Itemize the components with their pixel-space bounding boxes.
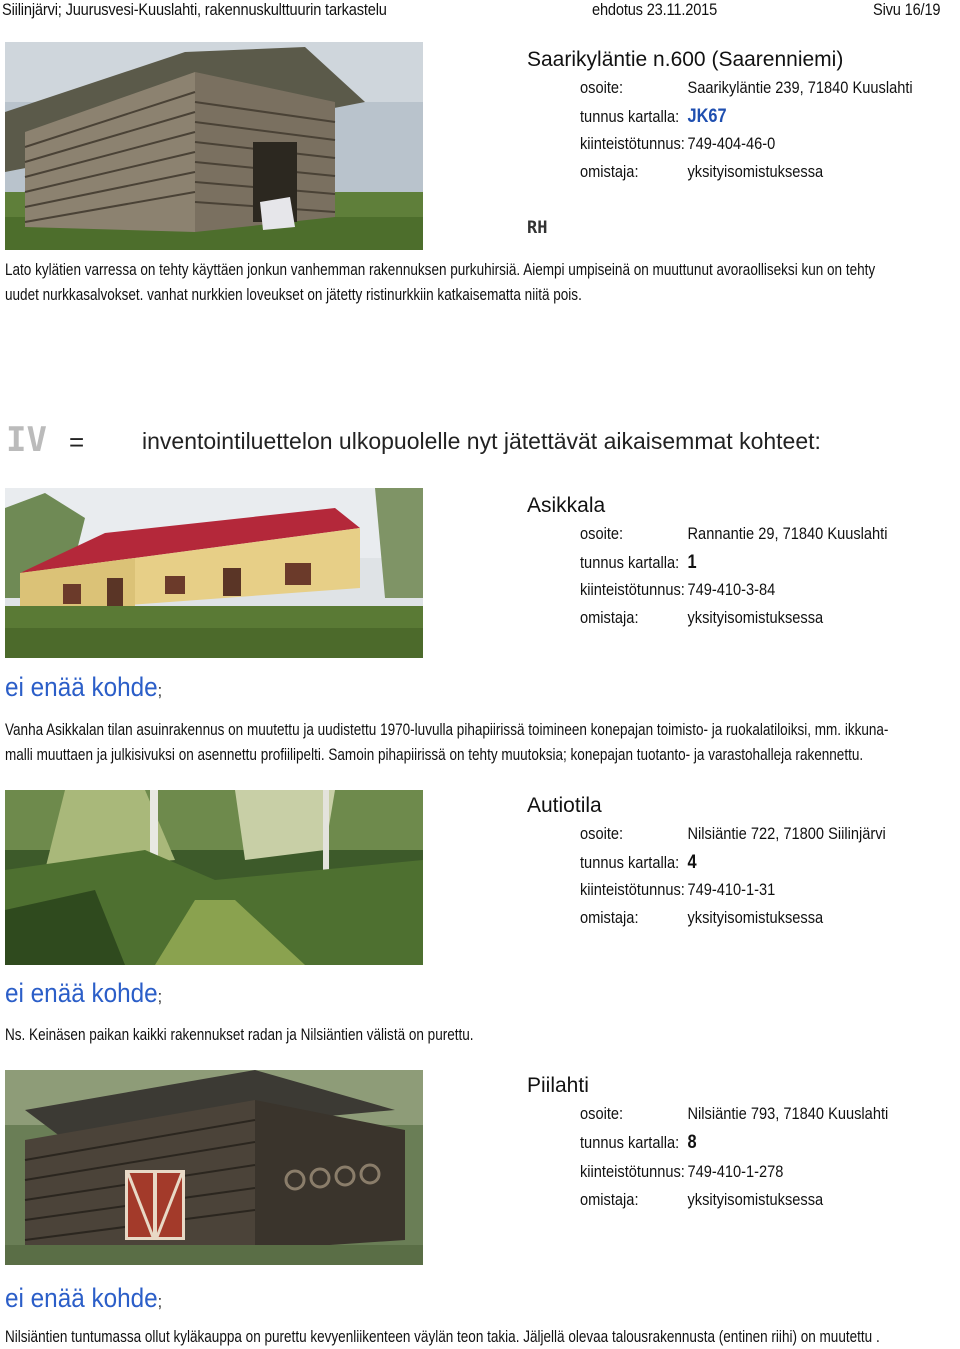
tunnus-value: JK67: [687, 106, 727, 127]
kiint-label: kiinteistötunnus:: [580, 1162, 685, 1181]
entry4-omistaja-row: [580, 1190, 823, 1210]
section-iv-heading: [6, 420, 821, 460]
tunnus-label: tunnus kartalla:: [580, 107, 680, 126]
header-right: Sivu 16/19: [873, 0, 941, 19]
omistaja-value: yksityisomistuksessa: [687, 908, 824, 927]
osoite-label: osoite:: [580, 524, 624, 543]
entry4-title: Piilahti: [527, 1074, 589, 1097]
entry3-osoite-row: [580, 824, 886, 844]
entry1-desc-line2: uudet nurkkasalvokset. vanhat nurkkien loveukset on jätetty ristinurkkiin katkaisematta niitä pois.: [5, 286, 582, 304]
osoite-value: Nilsiäntie 722, 71800 Siilinjärvi: [687, 824, 886, 843]
omistaja-value: yksityisomistuksessa: [687, 162, 824, 181]
kiint-label: kiinteistötunnus:: [580, 880, 685, 899]
status-semicolon: ;: [157, 1292, 162, 1311]
entry4-osoite-row: [580, 1104, 888, 1124]
entry1-omistaja-row: [580, 162, 823, 182]
entry1-title: Saarikyläntie n.600 (Saarenniemi): [527, 48, 844, 71]
entry4-status: [5, 1283, 162, 1314]
entry2-desc-line2: malli muuttaen ja julkisivuksi on asennettu profiilipelti. Samoin pihapiirissä on tehty muutoksia; konepajan tuotanto- ja varastohalleja rakennettu.: [5, 746, 864, 764]
section-equals: =: [68, 427, 85, 457]
photo-log-barn: [5, 42, 423, 250]
entry1-desc-line1: Lato kylätien varressa on tehty käyttäen jonkun vanhemman rakennuksen purkuhirsiä. Aiempi umpiseinä on muuttunut avoraolliseksi kun on tehty: [5, 261, 876, 279]
entry4-desc-line1: Nilsiäntien tuntumassa ollut kyläkauppa on purettu kevyenliikenteen väylän teon takia. Jäljellä olevaa talousrakennusta (entinen riihi) on muutettu .: [5, 1328, 880, 1346]
tunnus-label: tunnus kartalla:: [580, 1133, 680, 1152]
kiint-value: 749-410-1-278: [687, 1162, 784, 1181]
osoite-value: Nilsiäntie 793, 71840 Kuuslahti: [687, 1104, 889, 1123]
osoite-label: osoite:: [580, 824, 624, 843]
status-text: ei enää kohde: [5, 1283, 158, 1313]
section-text: inventointiluettelon ulkopuolelle nyt jätettävät aikaisemmat kohteet:: [142, 428, 821, 454]
entry2-osoite-row: [580, 524, 887, 544]
entry4-tunnus-row: [580, 1132, 697, 1154]
osoite-value: Rannantie 29, 71840 Kuuslahti: [687, 524, 888, 543]
status-semicolon: ;: [157, 681, 162, 700]
photo-yellow-house: [5, 488, 423, 658]
omistaja-label: omistaja:: [580, 908, 639, 927]
omistaja-label: omistaja:: [580, 1190, 639, 1209]
entry1-osoite-row: [580, 78, 913, 98]
tunnus-value: 4: [687, 852, 697, 873]
kiint-value: 749-410-3-84: [687, 580, 776, 599]
omistaja-value: yksityisomistuksessa: [687, 1190, 824, 1209]
entry1-tag: RH: [527, 218, 548, 238]
entry3-desc-line1: Ns. Keinäsen paikan kaikki rakennukset radan ja Nilsiäntien välistä on purettu.: [5, 1026, 474, 1044]
osoite-label: osoite:: [580, 78, 624, 97]
kiint-value: 749-404-46-0: [687, 134, 776, 153]
omistaja-label: omistaja:: [580, 162, 639, 181]
entry2-omistaja-row: [580, 608, 823, 628]
tunnus-value: 8: [687, 1132, 697, 1153]
kiint-label: kiinteistötunnus:: [580, 134, 685, 153]
entry2-desc-line1: Vanha Asikkalan tilan asuinrakennus on muutettu ja uudistettu 1970-luvulla pihapiirissä toimineen konepajan toimisto- ja ruokalatiloiksi, mm. ikkuna-: [5, 721, 889, 739]
entry3-status: [5, 978, 162, 1009]
entry2-title: Asikkala: [527, 494, 606, 517]
osoite-label: osoite:: [580, 1104, 624, 1123]
entry1-kiint-row: [580, 134, 775, 154]
entry3-tunnus-row: [580, 852, 697, 874]
entry2-kiint-row: [580, 580, 775, 600]
kiint-value: 749-410-1-31: [687, 880, 776, 899]
omistaja-value: yksityisomistuksessa: [687, 608, 824, 627]
entry1-tunnus-row: [580, 106, 727, 128]
entry4-kiint-row: [580, 1162, 783, 1182]
entry3-omistaja-row: [580, 908, 823, 928]
status-text: ei enää kohde: [5, 672, 158, 702]
section-label: IV: [6, 420, 47, 460]
header-center: ehdotus 23.11.2015: [592, 0, 718, 19]
osoite-value: Saarikyläntie 239, 71840 Kuuslahti: [687, 78, 913, 97]
tunnus-label: tunnus kartalla:: [580, 853, 680, 872]
entry2-status: [5, 672, 162, 703]
entry2-tunnus-row: [580, 552, 697, 574]
status-semicolon: ;: [157, 987, 162, 1006]
photo-log-riihi: [5, 1070, 423, 1265]
header-left: Siilinjärvi; Juurusvesi-Kuuslahti, rakennuskulttuurin tarkastelu: [2, 0, 387, 19]
omistaja-label: omistaja:: [580, 608, 639, 627]
tunnus-value: 1: [687, 552, 697, 573]
photo-overgrown-site: [5, 790, 423, 965]
entry3-kiint-row: [580, 880, 775, 900]
entry3-title: Autiotila: [527, 794, 602, 817]
tunnus-label: tunnus kartalla:: [580, 553, 680, 572]
kiint-label: kiinteistötunnus:: [580, 580, 685, 599]
status-text: ei enää kohde: [5, 978, 158, 1008]
